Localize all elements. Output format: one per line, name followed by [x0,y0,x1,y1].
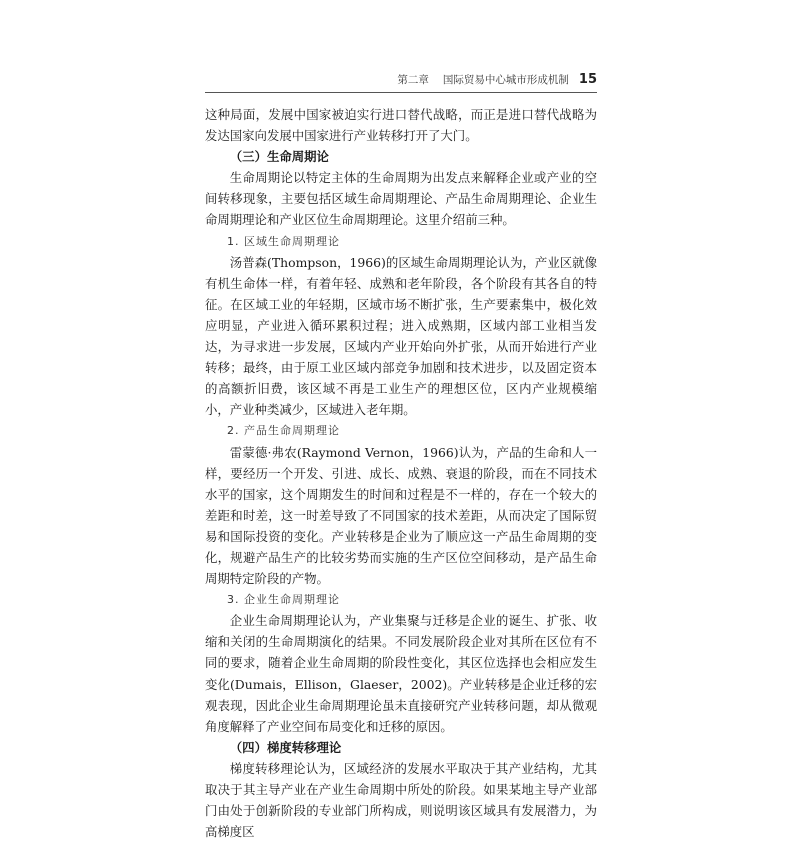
paragraph-gradient: 梯度转移理论认为，区域经济的发展水平取决于其产业结构，尤其取决于其主导产业在产业生命周期中所处的阶段。如果某地主导产业部门由处于创新阶段的专业部门所构成，则说明该区域具有发展潜力，为高梯度区 [205,760,597,840]
section-heading-lifecycle: （三）生命周期论 [229,149,329,165]
paragraph-enterprise: 企业生命周期理论认为，产业集聚与迁移是企业的诞生、扩张、收缩和关闭的生命周期演化的结果。不同发展阶段企业对其所在区位有不同的要求，随着企业生命周期的阶段性变化，其区位选择也会相应发生变化(Dumais，Ellison，Glaeser，2002)。产业转移是企业迁移的宏观表现，因此企业生命周期理论虽未直接研究产业转移问题，却从微观角度解释了产业空间布局变化和迁移的原因。 [205,613,597,734]
paragraph-lifecycle: 生命周期论以特定主体的生命周期为出发点来解释企业或产业的空间转移现象，主要包括区域生命周期理论、产品生命周期理论、企业生命周期理论和产业区位生命周期理论。这里介绍前三种。 [205,170,597,228]
header-rule [205,92,597,93]
page-number: 15 [578,72,597,87]
paragraph-intro: 这种局面，发展中国家被迫实行进口替代战略，而正是进口替代战略为发达国家向发展中国家进行产业转移打开了大门。 [205,107,597,144]
paragraph-product: 雷蒙德·弗农(Raymond Vernon，1966)认为，产品的生命和人一样，要经历一个开发、引进、成长、成熟、衰退的阶段，而在不同技术水平的国家，这个周期发生的时间和过程是不一样的，存在一个较大的差距和时差，这一时差导致了不同国家的技术差距，从而决定了国际贸易和国际投资的变化。产业转移是企业为了顺应这一产品生命周期的变化，规避产品生产的比较劣势而实施的生产区位空间移动，是产品生命周期特定阶段的产物。 [205,444,597,587]
subsection-heading-product: 2. 产品生命周期理论 [227,424,340,438]
running-header [205,72,597,88]
chapter-label: 第二章 [397,74,429,86]
page-body [205,104,597,842]
chapter-title: 国际贸易中心城市形成机制 [442,74,569,86]
section-heading-gradient: （四）梯度转移理论 [229,739,342,755]
subsection-heading-enterprise: 3. 企业生命周期理论 [227,593,340,607]
subsection-heading-regional: 1. 区域生命周期理论 [227,234,340,248]
paragraph-regional: 汤普森(Thompson，1966)的区域生命周期理论认为，产业区就像有机生命体一样，有着年轻、成熟和老年阶段，各个阶段有其各自的特征。在区域工业的年轻期，区域市场不断扩张，生产要素集中，极化效应明显，产业进入循环累积过程；进入成熟期，区域内部工业相当发达，为寻求进一步发展，区域内产业开始向外扩张，从而开始进行产业转移；最终，由于原工业区域内部竞争加剧和技术进步，以及固定资本的高额折旧费，该区域不再是工业生产的理想区位，区内产业规模缩小，产业种类减少，区域进入老年期。 [205,254,597,418]
